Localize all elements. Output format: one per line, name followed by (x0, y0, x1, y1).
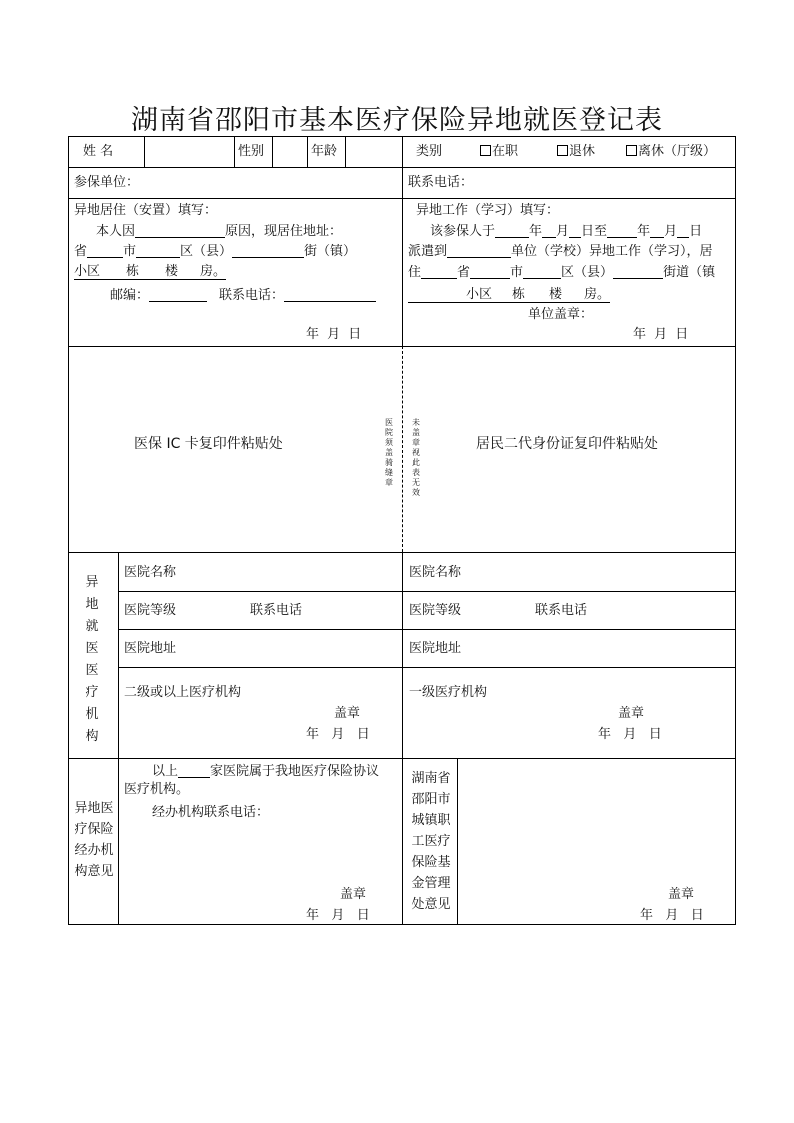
hospital-count-blank[interactable] (178, 764, 210, 778)
district-blank[interactable] (232, 244, 304, 258)
vertical-char: 院 (385, 428, 393, 437)
vertical-char: 视 (412, 448, 420, 457)
text: 小区 (466, 287, 493, 302)
vertical-char: 须 (385, 438, 393, 447)
work-district-blank[interactable] (523, 265, 561, 279)
end-year-blank[interactable] (607, 224, 637, 238)
text: 月 (556, 224, 570, 239)
text: 年 (637, 224, 651, 239)
hospital-address-left: 医院地址 (124, 641, 177, 656)
hospital-phone-right: 联系电话 (535, 603, 588, 618)
label-line: 湖南省 (411, 771, 451, 786)
label-line: 构意见 (74, 864, 114, 879)
option-working-label: 在职 (492, 144, 519, 159)
hospital-name-left: 医院名称 (124, 565, 177, 580)
fund-seal: 盖章 (668, 887, 695, 902)
dispatch-unit-blank[interactable] (447, 244, 511, 258)
hospital-level-right: 医院等级 (409, 603, 462, 618)
text: 家医院属于我地医疗保险协议 (210, 764, 380, 779)
vertical-char: 盖 (385, 448, 393, 457)
work-date: 年 月 日 (633, 327, 689, 342)
residence-heading: 异地居住（安置）填写： (74, 203, 218, 218)
residence-phone-blank[interactable] (284, 288, 376, 302)
cell-divider (234, 136, 235, 167)
hospital-name-right: 医院名称 (409, 565, 462, 580)
text: 房。 (584, 287, 611, 302)
residence-line-1 (96, 224, 342, 238)
residence-date: 年 月 日 (306, 327, 362, 342)
cell-divider (118, 552, 119, 924)
text: 单位（学校）异地工作（学习），居 (511, 244, 713, 258)
label-line: 邵阳市 (411, 792, 451, 807)
gender-label: 性别 (238, 144, 265, 159)
residence-line-4 (110, 288, 376, 302)
hospital-date-right: 年 月 日 (598, 727, 662, 742)
vertical-char: 疗 (85, 685, 99, 700)
hospital-level-left: 医院等级 (124, 603, 177, 618)
age-label: 年龄 (311, 144, 338, 159)
unit-seal-label: 单位盖章： (528, 307, 594, 322)
vertical-char: 医 (385, 418, 393, 427)
id-card-paste-area: 居民二代身份证复印件粘贴处 (476, 436, 658, 452)
address-underlined[interactable] (74, 264, 226, 280)
text: 区（县） (561, 265, 614, 279)
table-border-left (68, 136, 69, 924)
contact-phone-label: 联系电话： (408, 175, 474, 190)
text: 日至 (581, 224, 608, 239)
vertical-char: 缝 (385, 468, 393, 477)
seam-seal-note (384, 418, 394, 488)
text: 派遣到 (408, 244, 448, 258)
reason-blank[interactable] (135, 224, 225, 238)
agency-date: 年 月 日 (306, 908, 370, 923)
text: 区（县） (180, 244, 233, 259)
start-year-blank[interactable] (495, 224, 529, 238)
name-label: 姓 名 (83, 144, 114, 159)
label-line: 处意见 (411, 897, 451, 912)
row-divider (118, 667, 736, 668)
fund-date: 年 月 日 (640, 908, 704, 923)
agency-text-line-1 (152, 764, 379, 778)
cell-divider (402, 136, 403, 346)
label-line: 金管理 (411, 876, 451, 891)
text: 月 (664, 224, 678, 239)
vertical-char: 构 (85, 729, 99, 744)
residence-line-3 (74, 265, 226, 278)
work-city-blank[interactable] (470, 265, 510, 279)
hospital-seal-left: 盖章 (334, 706, 361, 721)
text: 年 (529, 224, 543, 239)
work-line-2 (408, 244, 734, 258)
text: 市 (123, 244, 137, 259)
vertical-char: 无 (412, 478, 420, 487)
text: 本人因 (96, 224, 136, 239)
option-retired-label: 退休 (569, 144, 596, 159)
label-line: 城镇职 (411, 813, 451, 828)
form-title: 湖南省邵阳市基本医疗保险异地就医登记表 (131, 105, 663, 136)
insured-unit-label: 参保单位： (74, 175, 140, 190)
text: 街（镇） (304, 244, 357, 259)
insured-unit-field[interactable] (140, 169, 398, 196)
vertical-char: 医 (85, 641, 99, 656)
name-field[interactable] (145, 137, 233, 166)
checkbox-retired[interactable] (557, 145, 568, 156)
vertical-char: 表 (412, 468, 420, 477)
end-day-blank[interactable] (677, 224, 689, 238)
invalid-without-seal-note (411, 418, 421, 498)
vertical-char: 医 (85, 663, 99, 678)
label-line: 保险基 (411, 855, 451, 870)
work-street-blank[interactable] (613, 265, 663, 279)
vertical-char: 骑 (385, 458, 393, 467)
hospital-address-right: 医院地址 (409, 641, 462, 656)
text: 该参保人于 (430, 224, 496, 239)
hospital-section-label (82, 572, 102, 748)
agency-seal: 盖章 (340, 887, 367, 902)
row-divider (118, 629, 736, 630)
text: 街道（镇 (663, 265, 716, 279)
vertical-char: 地 (85, 597, 99, 612)
vertical-char: 异 (85, 575, 99, 590)
age-field[interactable] (346, 137, 401, 166)
text: 以上 (152, 764, 179, 779)
fold-line (402, 346, 403, 552)
residence-line-2 (74, 244, 356, 258)
row-divider (118, 591, 736, 592)
label-line: 疗保险 (74, 822, 114, 837)
text: 楼 (549, 287, 563, 302)
text: 楼 (165, 264, 179, 279)
start-day-blank[interactable] (569, 224, 581, 238)
label-line: 异地医 (74, 801, 114, 816)
option-working[interactable] (480, 145, 518, 158)
ic-card-paste-area: 医保 IC 卡复印件粘贴处 (134, 436, 283, 452)
vertical-char: 效 (412, 488, 420, 497)
text: 邮编： (110, 288, 150, 303)
option-lixiu-label: 离休（厅级） (638, 144, 717, 159)
vertical-char: 章 (385, 478, 393, 487)
text: 小区 (74, 264, 101, 279)
cell-divider (307, 136, 308, 167)
table-border-bottom (68, 924, 736, 925)
text: 联系电话： (219, 288, 285, 303)
city-blank[interactable] (136, 244, 180, 258)
category-label: 类别 (416, 144, 443, 159)
option-lixiu[interactable] (626, 145, 716, 158)
vertical-char: 盖 (412, 428, 420, 437)
text: 住 (408, 265, 422, 279)
hospital-date-left: 年 月 日 (306, 727, 370, 742)
agency-phone-label: 经办机构联系电话： (152, 805, 270, 820)
work-address-underlined[interactable] (408, 287, 610, 303)
text: 日 (689, 224, 703, 239)
label-line: 工医疗 (411, 834, 451, 849)
hospital-phone-left: 联系电话 (250, 603, 303, 618)
work-line-3 (408, 265, 734, 279)
checkbox-lixiu[interactable] (626, 145, 637, 156)
label-line: 经办机 (74, 843, 114, 858)
work-line-1 (430, 224, 702, 238)
table-border-right (735, 136, 736, 924)
work-heading: 异地工作（学习）填写： (416, 203, 560, 218)
vertical-char: 就 (85, 619, 99, 634)
text: 市 (510, 265, 524, 279)
hospital-tier-right: 一级医疗机构 (409, 685, 488, 700)
agency-text-line-2: 医疗机构。 (124, 782, 190, 797)
work-line-4 (408, 288, 610, 301)
text: 省 (74, 244, 88, 259)
text: 省 (457, 265, 471, 279)
cell-divider (402, 552, 403, 924)
postcode-blank[interactable] (149, 288, 207, 302)
cell-divider (457, 758, 458, 924)
end-month-blank[interactable] (650, 224, 664, 238)
vertical-char: 未 (412, 418, 420, 427)
option-retired[interactable] (557, 145, 595, 158)
text: 栋 (126, 264, 140, 279)
fund-office-label (406, 768, 456, 915)
work-province-blank[interactable] (421, 265, 457, 279)
text: 房。 (200, 264, 227, 279)
contact-phone-field[interactable] (475, 169, 731, 196)
vertical-char: 机 (85, 707, 99, 722)
text: 原因，现居住地址： (225, 224, 343, 239)
province-blank[interactable] (87, 244, 123, 258)
hospital-seal-right: 盖章 (618, 706, 645, 721)
checkbox-working[interactable] (480, 145, 491, 156)
vertical-char: 章 (412, 438, 420, 447)
gender-field[interactable] (273, 137, 306, 166)
vertical-char: 此 (412, 458, 420, 467)
agency-opinion-label (70, 798, 118, 882)
text: 栋 (512, 287, 526, 302)
hospital-tier-left: 二级或以上医疗机构 (124, 685, 242, 700)
start-month-blank[interactable] (542, 224, 556, 238)
